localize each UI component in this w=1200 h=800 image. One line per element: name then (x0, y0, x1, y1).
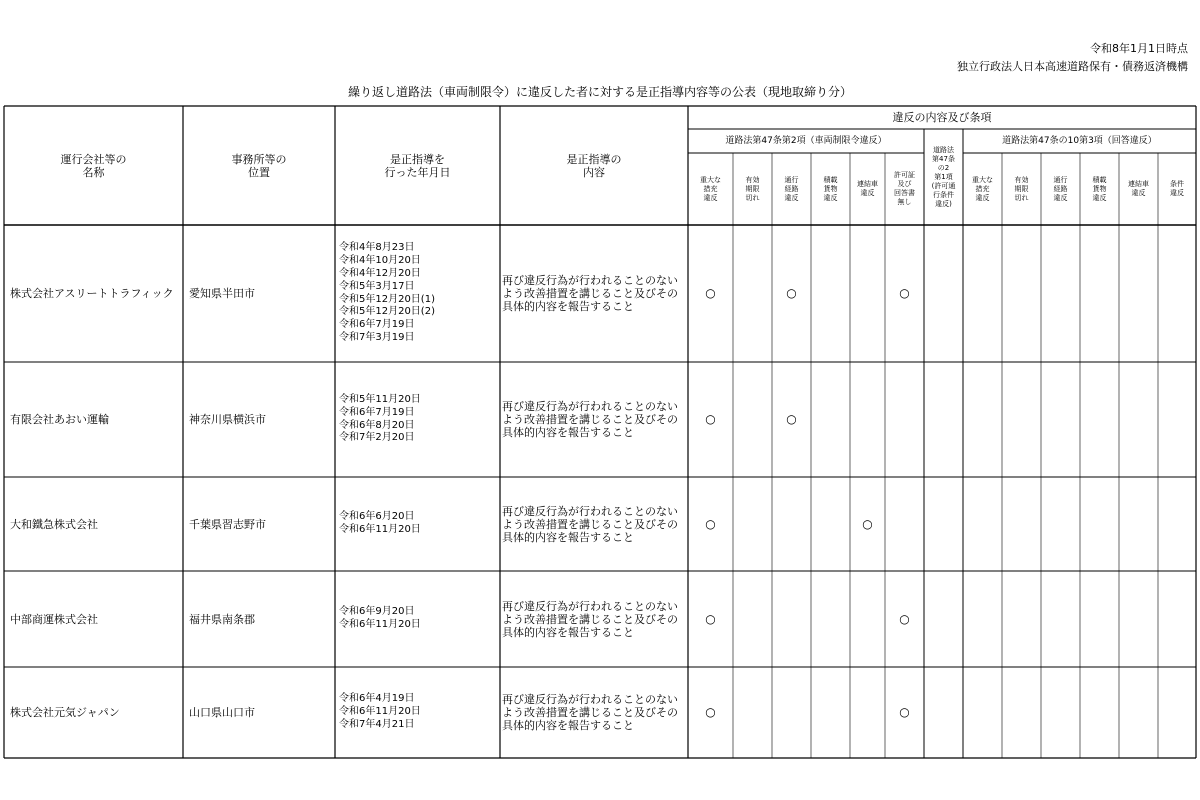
subheader-group1-2: 通行 経路 違反 (784, 175, 799, 202)
guidance-date: 令和7年3月19日 (339, 331, 415, 343)
law-group-47-2-1: 道路法 第47条 の2 第1項 (許可通 行条件 違反) (931, 145, 956, 208)
column-header-content: 是正指導の 内容 (566, 152, 622, 179)
violation-mark: ○ (705, 611, 716, 626)
guidance-dates (335, 362, 500, 477)
guidance-dates (335, 477, 500, 571)
guidance-date: 令和5年12月20日(1) (339, 293, 435, 305)
guidance-date: 令和6年9月20日 (339, 606, 415, 618)
office-location: 山口県山口市 (189, 706, 255, 719)
violation-mark: ○ (786, 412, 797, 426)
company-name: 有限会社あおい運輸 (10, 413, 109, 426)
office-location: 千葉県習志野市 (189, 517, 266, 531)
subheader-group1-5: 許可証 及び 回答書 無し (894, 171, 915, 206)
guidance-content: 再び違反行為が行われることのないよう改善措置を講じること及びその具体的内容を報告すること (502, 693, 678, 732)
guidance-content: 再び違反行為が行われることのないよう改善措置を講じること及びその具体的内容を報告すること (502, 504, 678, 544)
guidance-date: 令和6年7月19日 (339, 319, 415, 331)
guidance-date: 令和6年11月20日 (339, 619, 421, 630)
subheader-group3-2: 通行 経路 違反 (1053, 175, 1068, 202)
guidance-date: 令和4年10月20日 (339, 255, 421, 267)
guidance-date: 令和5年3月17日 (339, 280, 415, 292)
guidance-date: 令和4年12月20日 (339, 267, 421, 279)
subheader-group3-3: 積載 貨物 違反 (1092, 175, 1107, 202)
subheader-group1-1: 有効 期限 切れ (745, 175, 760, 202)
violation-mark: ○ (899, 611, 910, 626)
office-location: 愛知県半田市 (189, 287, 255, 300)
page-title: 繰り返し道路法（車両制限令）に違反した者に対する是正指導内容等の公表（現地取締り分） (347, 85, 852, 99)
violation-mark: ○ (705, 412, 716, 426)
violation-mark: ○ (862, 516, 873, 531)
company-name: 株式会社アスリートトラフィック (10, 287, 174, 300)
subheader-group3-5: 条件 違反 (1170, 180, 1184, 197)
guidance-date: 令和6年7月19日 (339, 406, 415, 418)
guidance-dates (335, 667, 500, 758)
guidance-date: 令和6年11月20日 (339, 706, 421, 718)
guidance-date: 令和6年6月20日 (339, 511, 415, 523)
violation-mark: ○ (705, 516, 716, 531)
column-header-company: 運行会社等の 名称 (60, 152, 127, 179)
guidance-date: 令和7年4月21日 (339, 718, 415, 730)
subheader-group3-4: 連結車 違反 (1128, 180, 1149, 197)
report-date: 令和8年1月1日時点 (1090, 42, 1188, 55)
law-group-47-2: 道路法第47条第2項（車両制限令違反） (725, 135, 887, 146)
guidance-date: 令和7年2月20日 (339, 432, 415, 444)
violation-mark: ○ (899, 286, 910, 300)
column-header-location: 事務所等の 位置 (231, 152, 287, 179)
violation-header: 違反の内容及び条項 (892, 111, 992, 124)
guidance-date: 令和6年11月20日 (339, 524, 421, 535)
guidance-dates (335, 571, 500, 667)
subheader-group1-3: 積載 貨物 違反 (823, 175, 838, 202)
violation-mark: ○ (899, 705, 910, 719)
guidance-date: 令和6年4月19日 (339, 693, 415, 705)
guidance-date: 令和5年12月20日(2) (339, 306, 435, 318)
guidance-content: 再び違反行為が行われることのないよう改善措置を講じること及びその具体的内容を報告すること (502, 400, 678, 439)
office-location: 福井県南条郡 (189, 612, 255, 626)
office-location: 神奈川県横浜市 (189, 413, 266, 426)
guidance-date: 令和4年8月23日 (339, 242, 415, 254)
guidance-dates (335, 225, 500, 362)
subheader-group3-0: 重大な 措充 違反 (972, 175, 993, 202)
subheader-group1-0: 重大な 措充 違反 (700, 175, 721, 202)
subheader-group3-1: 有効 期限 切れ (1014, 175, 1029, 202)
guidance-content: 再び違反行為が行われることのないよう改善措置を講じること及びその具体的内容を報告すること (502, 274, 678, 313)
company-name: 株式会社元気ジャパン (10, 706, 120, 719)
violation-mark: ○ (786, 286, 797, 300)
violation-mark: ○ (705, 705, 716, 719)
company-name: 大和鐵急株式会社 (10, 517, 98, 531)
guidance-content: 再び違反行為が行われることのないよう改善措置を講じること及びその具体的内容を報告すること (502, 599, 678, 639)
violation-mark: ○ (705, 286, 716, 300)
organization-name: 独立行政法人日本高速道路保有・債務返済機構 (957, 60, 1188, 73)
guidance-date: 令和5年11月20日 (339, 393, 421, 405)
law-group-47-10-3: 道路法第47条の10第3項（回答違反） (1002, 135, 1157, 146)
company-name: 中部商運株式会社 (10, 612, 98, 626)
guidance-date: 令和6年8月20日 (339, 419, 415, 431)
subheader-group1-4: 連結車 違反 (857, 180, 878, 197)
column-header-dates: 是正指導を 行った年月日 (384, 152, 451, 179)
